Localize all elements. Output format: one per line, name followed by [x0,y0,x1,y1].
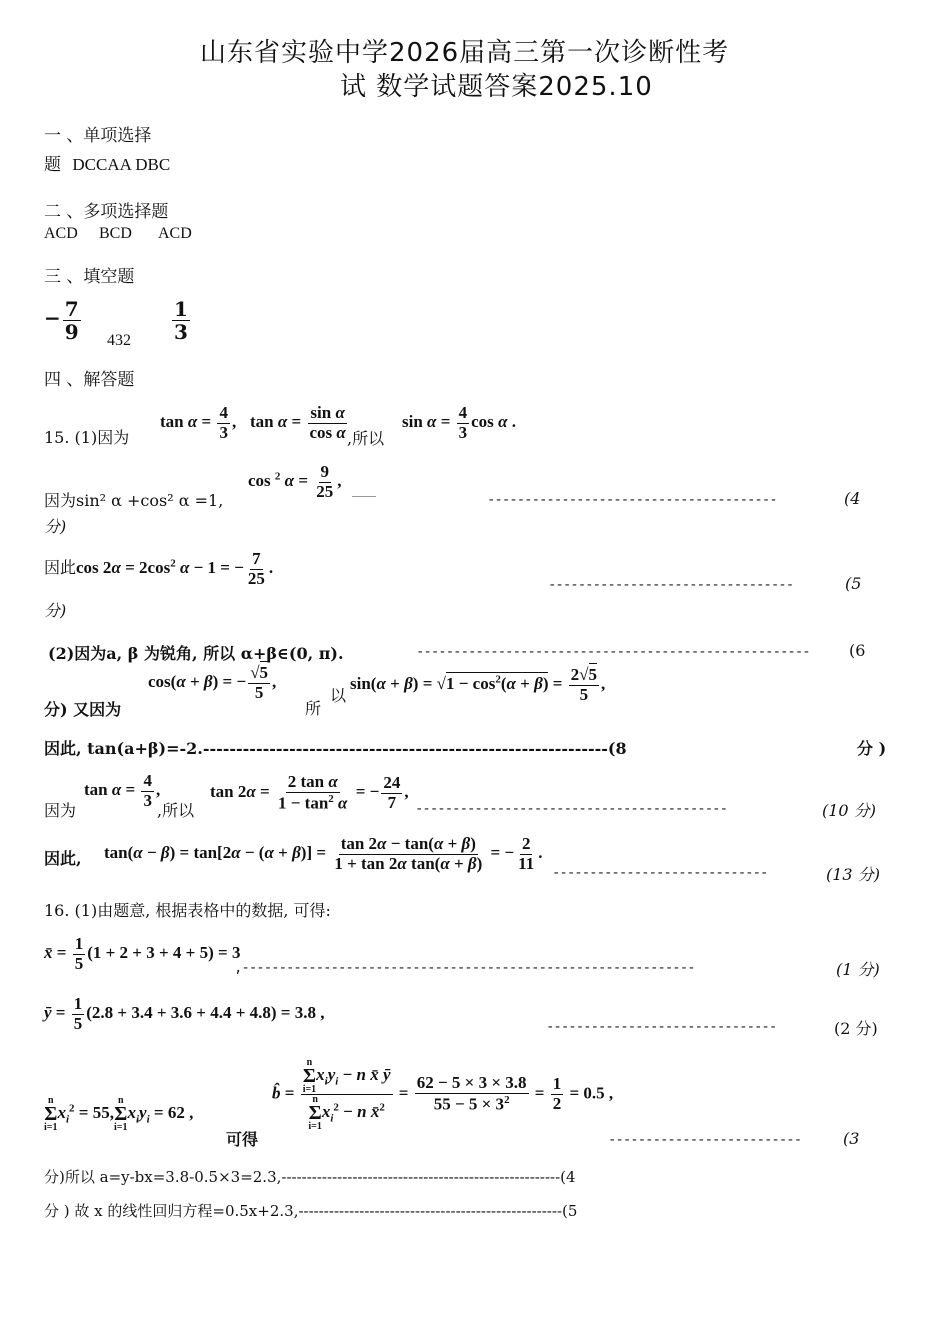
q16-x-mean: x̄ = $\frac{1}{5}$ (1 + 2 + 3 + 4 + 5) = 3 [44,934,241,973]
q15-line-8-dash: ----------------------------- [552,865,768,881]
section-2-answer-1: ACD [44,225,78,242]
q15-line-7-dash: ------------------------------------------ [415,801,728,817]
q16-line-1: 16. (1)由题意, 根据表格中的数据, 可得: [44,901,331,920]
q15-line-6: 因此, tan(a+β)=-2.-------------------------------------------------------------(8 [44,739,627,758]
q15-line-4-dash: ----------------------------------------------------- [416,644,810,660]
fill-answer-1: − $\frac{7}{9}$ [44,297,79,344]
section-3-heading: 三 、填空题 [44,267,135,287]
q15-sin-sum: $\sin(\alpha + \beta) = √1 - \cos^2(\alpha + \beta)$ = $\frac{2√5}{5}$ , [350,665,606,704]
q16-line-5: 分)所以 a=y-bx=3.8-0.5×3=2.3,-------------------------------------------------------(4 [44,1168,576,1186]
q15-line-7-b: ,所以 [157,801,195,820]
q15-so: ,所以 [347,429,385,448]
q16-sums: n Σ i=1 $x_i^2 = 55$, n Σ i=1 $x_iy_i = 62$ , [44,1095,194,1133]
section-2-heading: 二 、多项选择题 [44,202,169,222]
fill-answer-3: $\frac{1}{3}$ [174,297,188,344]
q16-line-4-score: (3 [843,1129,860,1148]
section-4-heading: 四 、解答题 [44,370,135,390]
divider-mark [352,496,376,497]
q15-line-2-text: 因为sin² α +cos² α =1, [44,491,224,510]
q15-line-5-a: 分) 又因为 [44,700,122,719]
q15-tan-diff: tan(α − β) = tan[2α − (α + β)] = $\frac{\tan 2\alpha - \tan(\alpha + \beta)}{\text{1 + tan 2α tan(α + β)}}$ = − $\frac{2}{11}$ . [104,834,543,873]
q15-line-3-score-cont: 分) [44,601,67,620]
q15-line-4-score: (6 [849,641,866,660]
q16-line-4-dash: -------------------------- [608,1132,802,1148]
q15-cos-sum: cos(α + β) = − $\frac{√5}{5}$ , [148,663,277,702]
q15-line-5-b: 所 [305,699,322,718]
section-1-heading: 一 、单项选择 [44,126,152,146]
q16-b-hat: b̂ = n Σ i=1 $x_iy_i - n$ x̄ ȳ n Σ i=1 $x_i^2 - n$ x̄$^2$ = $\frac{62 - 5 \times 3 \times 3.8}{55 - 5 \times 3^2}$ = $\frac{1}{2}$ = 0.5 , [272,1057,614,1132]
q15-line-7-a: 因为 [44,801,77,820]
q15-tan-alpha: tan α = $\frac{4}{3}$ , [84,771,161,810]
q15-line-8-a: 因此, [44,849,82,868]
q15-tan-2alpha: tan 2α = $\frac{\text{2 tan α}}{1 - \tan^2 \alpha}$ = − $\frac{24}{7}$ , [210,772,409,813]
q15-line-2-score: (4 [844,489,861,508]
q15-line-2-score-cont: 分) [44,517,67,536]
q15-sin-cos: sin α = $\frac{4}{3}$ cos α . [402,403,516,442]
q15-line-1-label: 15. (1)因为 [44,428,130,447]
q15-line-3-score: (5 [845,574,862,593]
q15-line-5-c: 以 [330,686,347,705]
title-line-1: 山东省实验中学2026届高三第一次诊断性考 [200,38,730,68]
q15-line-4-text: (2)因为a, β 为锐角, 所以 α+β∈(0, π). [48,644,344,663]
q15-tan-formula: tan α = $\frac{4}{3}$ , [160,403,237,442]
q15-line-7-score: (10 分) [822,801,876,820]
q16-line-2-dash: ,------------------------------------------------------------- [234,960,695,976]
q15-line-2-dash: --------------------------------------- [487,492,777,508]
q16-y-mean: ȳ = $\frac{1}{5}$ (2.8 + 3.4 + 3.6 + 4.4 + 4.8) = 3.8 , [44,994,325,1033]
q16-line-6: 分 ) 故 x 的线性回归方程=0.5x+2.3,----------------------------------------------------(5 [44,1202,578,1220]
q15-line-6-score: 分 ) [857,739,887,758]
q16-line-4-mid: 可得 [226,1130,259,1149]
q16-line-2-score: (1 分) [836,960,880,979]
section-2-answer-3: ACD [158,225,192,242]
q15-line-3: 因此$\cos 2\alpha = 2\cos^2$ α − 1 = − $\frac{7}{25}$ . [44,549,274,588]
section-1-answers: 题 DCCAA DBC [44,155,171,175]
section-2-answer-2: BCD [99,225,132,242]
title-line-2: 试 数学试题答案2025.10 [340,72,653,102]
q15-line-8-score: (13 分) [826,865,880,884]
q15-line-3-dash: --------------------------------- [548,577,794,593]
q16-line-3-dash: ------------------------------- [546,1019,777,1035]
q16-line-3-score: (2 分) [834,1019,878,1038]
q15-tan-def: tan α = $\frac{\text{sin α}}{\text{cos α}}$ [250,403,346,442]
q15-cos-squared: cos $^2$ α = $\frac{9}{25}$ , [248,462,342,501]
fill-answer-2: 432 [107,332,131,349]
